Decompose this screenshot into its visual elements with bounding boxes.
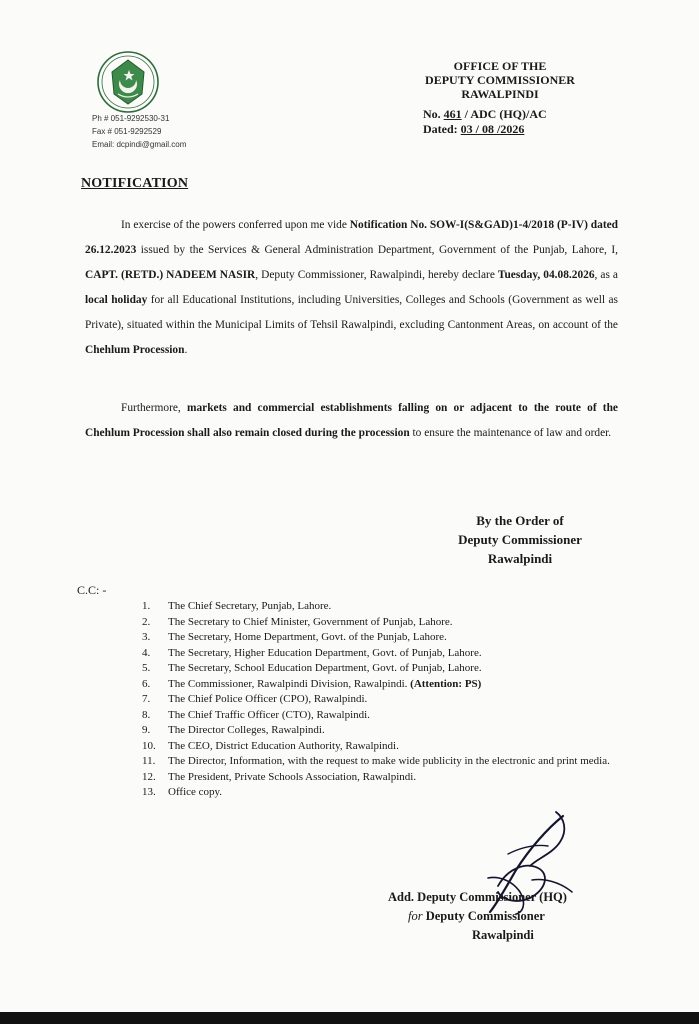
signatory-on-behalf: for Deputy Commissioner <box>408 909 545 923</box>
cc-list <box>142 599 612 801</box>
cc-item: 13. Office copy. <box>142 786 223 798</box>
cc-item: 8. The Chief Traffic Officer (CTO), Rawalpindi. <box>142 708 370 721</box>
cc-item: 2. The Secretary to Chief Minister, Government of Punjab, Lahore. <box>142 615 453 628</box>
email-address: Email: dcpindi@gmail.com <box>92 140 187 149</box>
cc-item: 6. The Commissioner, Rawalpindi Division, Rawalpindi. (Attention: PS) <box>142 677 482 690</box>
office-title <box>400 59 600 101</box>
notification-paragraph-1: In exercise of the powers conferred upon me vide Notification No. SOW-I(S&GAD)1-4/2018 (P-IV) dated 26.12.2023 issued by the Services & General Administration Department, Government of the Punjab, Lahore, I, CAPT. (RETD.) NADEEM NASIR, Deputy Commissioner, Rawalpindi, hereby declare Tuesday, 04.08.2026, as a local holiday for all Educational Institutions, including Universities, Colleges and Schools (Government as well as Private), situated within the Municipal Limits of Tehsil Rawalpindi, excluding Cantonment Areas, on account of the Chehlum Procession. <box>85 219 619 356</box>
order-block <box>420 511 620 568</box>
signatory-designation: Add. Deputy Commissioner (HQ) <box>388 890 567 904</box>
cc-item: 12. The President, Private Schools Association, Rawalpindi. <box>142 770 417 783</box>
order-line: Deputy Commissioner <box>458 532 582 547</box>
office-line: RAWALPINDI <box>461 87 539 101</box>
cc-item: 7. The Chief Police Officer (CPO), Rawalpindi. <box>142 693 368 705</box>
cc-item: 3. The Secretary, Home Department, Govt. of the Punjab, Lahore. <box>142 631 447 643</box>
order-line: Rawalpindi <box>487 551 553 566</box>
date-line: Dated: 03 / 08 /2026 <box>423 122 525 136</box>
reference-block <box>423 107 547 137</box>
phone-number: Ph # 051-9292530-31 <box>92 114 170 123</box>
reference-number: No. 461 / ADC (HQ)/AC <box>423 107 547 121</box>
signatory-location: Rawalpindi <box>472 928 534 942</box>
office-line: OFFICE OF THE <box>453 59 547 73</box>
office-line: DEPUTY COMMISSIONER <box>425 73 575 87</box>
cc-item: 1. The Chief Secretary, Punjab, Lahore. <box>142 600 332 612</box>
fax-number: Fax # 051-9292529 <box>92 127 162 136</box>
order-line: By the Order of <box>476 513 564 528</box>
punjab-government-emblem-icon <box>96 50 160 114</box>
contact-info <box>92 112 186 151</box>
signatory-block <box>386 888 567 945</box>
cc-label: C.C: - <box>77 583 107 597</box>
bottom-edge <box>0 1012 699 1024</box>
cc-item: 4. The Secretary, Higher Education Department, Govt. of Punjab, Lahore. <box>142 646 482 659</box>
cc-item: 10. The CEO, District Education Authority, Rawalpindi. <box>142 739 399 752</box>
notification-paragraph-2: Furthermore, markets and commercial establishments falling on or adjacent to the route of the Chehlum Procession shall also remain closed during the procession to ensure the maintenance of law and order. <box>85 402 618 439</box>
cc-item: 5. The Secretary, School Education Department, Govt. of Punjab, Lahore. <box>142 662 482 674</box>
notification-heading: NOTIFICATION <box>81 176 189 191</box>
cc-item: 9. The Director Colleges, Rawalpindi. <box>142 724 325 736</box>
cc-item: 11. The Director, Information, with the request to make wide publicity in the electronic and print media. <box>142 755 610 767</box>
